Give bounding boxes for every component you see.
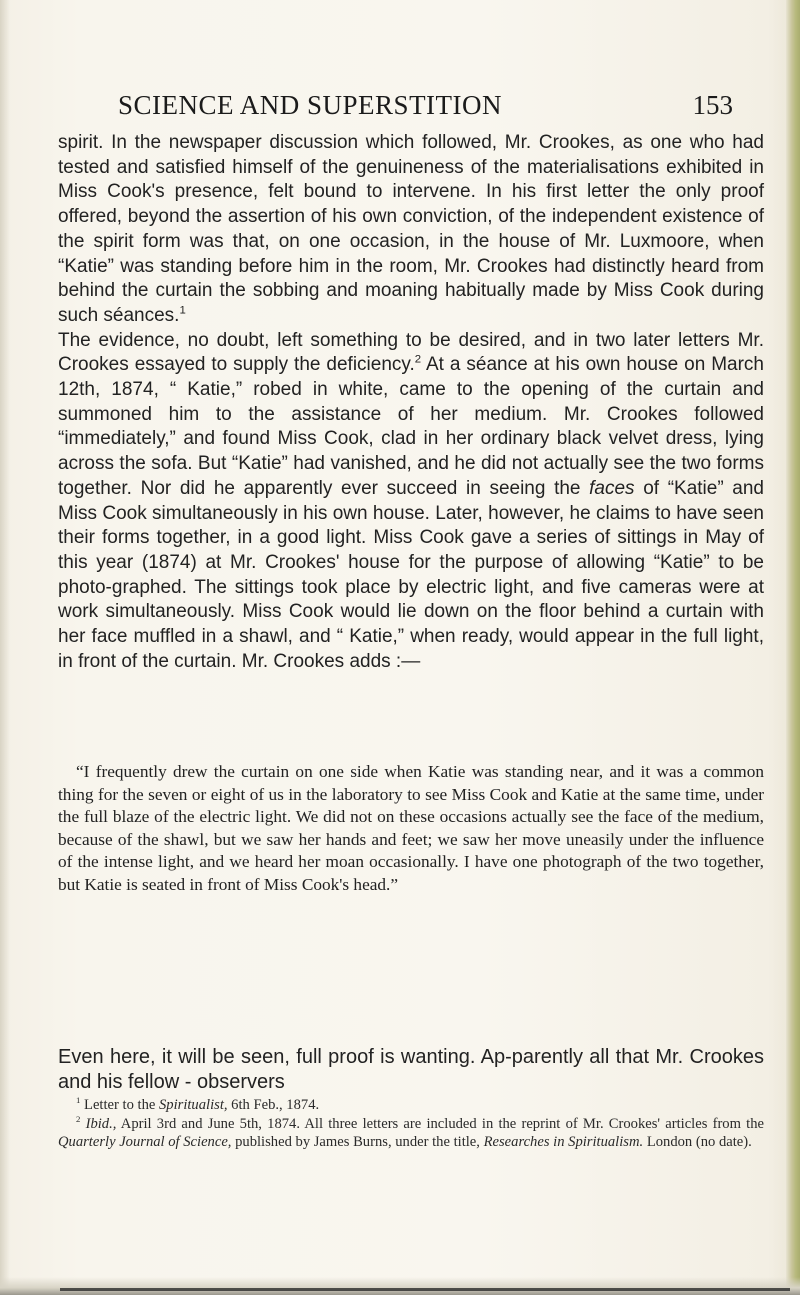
- page-edge: [786, 0, 800, 1295]
- paragraph-1: spirit. In the newspaper discussion which followed, Mr. Crookes, as one who had tested and satisfied himself of the genuineness of the materialisations exhibited in Miss Cook's presence, felt bound to intervene. In his first letter the only proof offered, beyond the assertion of his own conviction, of the independent existence of the spirit form was that, on one occasion, in the house of Mr. Luxmoore, when “Katie” was standing before him in the room, Mr. Crookes had distinctly heard from behind the curtain the sobbing and moaning habitually made by Miss Cook during such séances.$^1$: [58, 132, 764, 326]
- closing-paragraph: [58, 1045, 764, 1095]
- footnote-ref-2: 2: [414, 354, 422, 366]
- main-text: [58, 131, 764, 674]
- bottom-rule: [60, 1288, 790, 1291]
- page-header: [118, 90, 733, 124]
- footnote-1: $^1$ Letter to the Spiritualist, 6th Feb., 1874.: [76, 1095, 320, 1113]
- page-number: 153: [692, 90, 733, 120]
- emphasis-faces: faces: [589, 477, 635, 499]
- paragraph-2: The evidence, no doubt, left something to be desired, and in two later letters Mr. Crookes essayed to supply the deficiency.$^2$ At a séance at his own house on March 12th, 1874, “ Katie,” robed in white, came to the opening of the curtain and summoned him to the assistance of her medium. Mr. Crookes followed “immediately,” and found Miss Cook, clad in her ordinary black velvet dress, lying across the sofa. But “Katie” had vanished, and he did not actually see the two forms together. Nor did he apparently ever succeed in seeing the faces of “Katie” and Miss Cook simultaneously in his own house. Later, however, he claims to have seen their forms together, in a good light. Miss Cook gave a series of sittings in May of this year (1874) at Mr. Crookes' house for the purpose of allowing “Katie” to be photo-graphed. The sittings took place by electric light, and five cameras were at work simultaneously. Miss Cook would lie down on the floor behind a curtain with her face muffled in a shawl, and “ Katie,” when ready, would appear in the full light, in front of the curtain. Mr. Crookes adds :—: [58, 329, 764, 672]
- gutter-shadow: [0, 0, 10, 1295]
- footnote-2: $^2$ Ibid., April 3rd and June 5th, 1874. All three letters are included in the reprint of Mr. Crookes' articles from the Quarterly Journal of Science, published by James Burns, under the title, Researches in Spiritualism. London (no date).: [58, 1113, 764, 1151]
- block-quote: [58, 761, 764, 897]
- footnote-ref-1: 1: [179, 304, 186, 317]
- running-head: SCIENCE AND SUPERSTITION: [118, 90, 503, 120]
- closing-text: Even here, it will be seen, full proof is wanting. Ap-parently all that Mr. Crookes and his fellow - observers: [58, 1046, 764, 1093]
- page-bottom-edge: [0, 1277, 800, 1295]
- footnotes: [58, 1096, 764, 1152]
- quote-text: “I frequently drew the curtain on one side when Katie was standing near, and it was a common thing for the seven or eight of us in the laboratory to see Miss Cook and Katie at the same time, under the full blaze of the electric light. We did not on these occasions actually see the face of the medium, because of the shawl, but we saw her hands and feet; we saw her move uneasily under the influence of the intense light, and we heard her moan occasionally. I have one photograph of the two together, but Katie is seated in front of Miss Cook's head.”: [58, 762, 764, 894]
